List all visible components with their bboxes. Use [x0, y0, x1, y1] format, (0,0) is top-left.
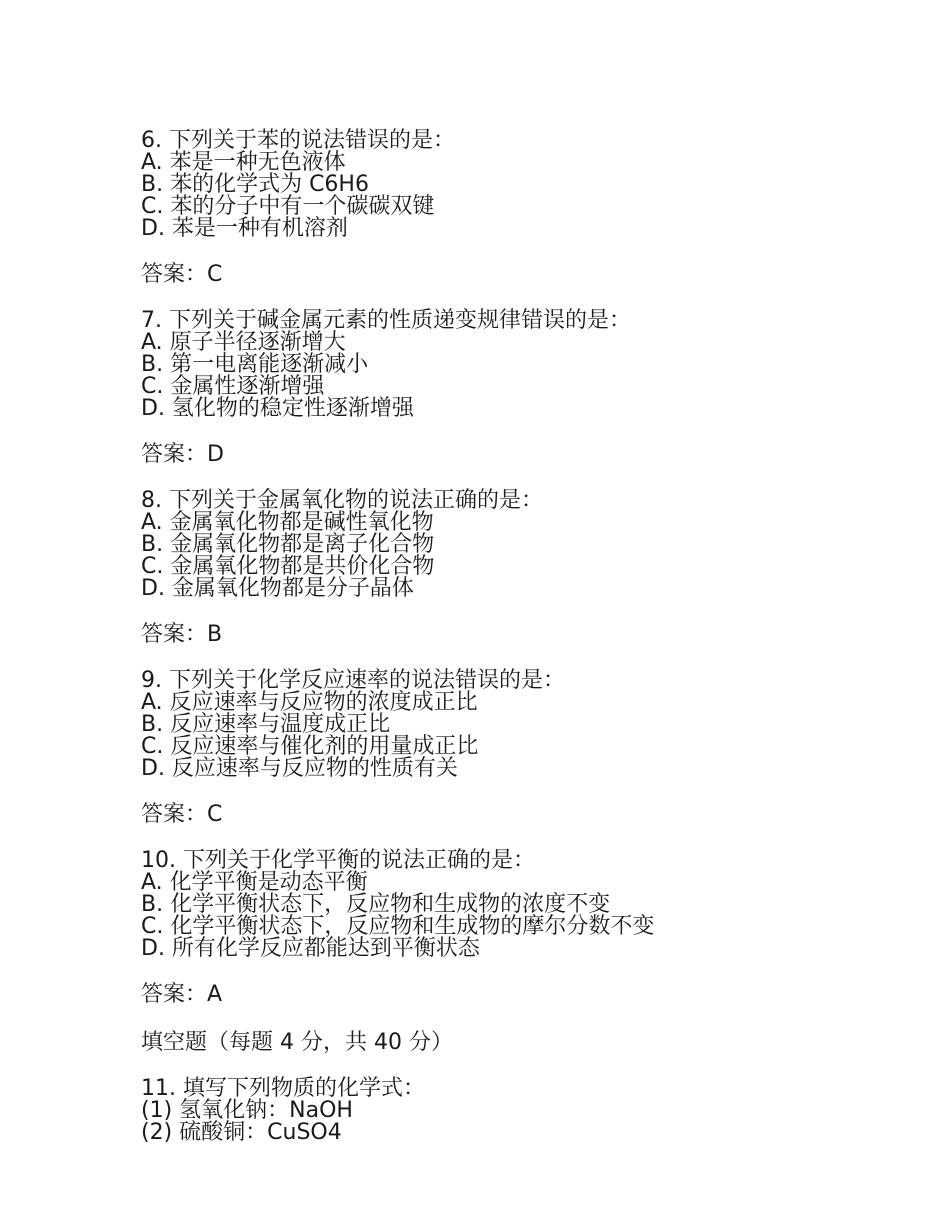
question-6 [141, 130, 921, 240]
option-b: B. 第一电离能逐渐减小 [141, 352, 369, 377]
option-b: B. 金属氧化物都是离子化合物 [141, 532, 435, 557]
question-7 [141, 310, 921, 420]
question-stem: 8. 下列关于金属氧化物的说法正确的是： [141, 488, 543, 513]
answer-8: 答案：B [141, 622, 223, 647]
option-a: A. 金属氧化物都是碱性氧化物 [141, 510, 434, 535]
option-d: D. 金属氧化物都是分子晶体 [141, 576, 414, 601]
question-11 [141, 1078, 921, 1144]
option-d: D. 所有化学反应都能达到平衡状态 [141, 936, 480, 961]
option-a: A. 苯是一种无色液体 [141, 150, 346, 175]
question-10 [141, 850, 921, 960]
option-c: C. 苯的分子中有一个碳碳双键 [141, 194, 435, 219]
question-stem: 11. 填写下列物质的化学式： [141, 1076, 425, 1101]
option-c: C. 反应速率与催化剂的用量成正比 [141, 734, 479, 759]
question-stem: 6. 下列关于苯的说法错误的是： [141, 128, 455, 153]
option-d: D. 反应速率与反应物的性质有关 [141, 756, 458, 781]
question-9 [141, 670, 921, 780]
answer-10: 答案：A [141, 982, 223, 1007]
option-d: D. 苯是一种有机溶剂 [141, 216, 348, 241]
answer-6: 答案：C [141, 262, 223, 287]
option-c: C. 化学平衡状态下，反应物和生成物的摩尔分数不变 [141, 914, 655, 939]
answer-9: 答案：C [141, 802, 223, 827]
option-a: A. 化学平衡是动态平衡 [141, 870, 368, 895]
option-b: B. 反应速率与温度成正比 [141, 712, 391, 737]
option-b: B. 苯的化学式为 C6H6 [141, 172, 369, 197]
fill-item-1: (1) 氢氧化钠：NaOH [141, 1098, 353, 1123]
question-8 [141, 490, 921, 600]
option-a: A. 原子半径逐渐增大 [141, 330, 346, 355]
question-stem: 7. 下列关于碱金属元素的性质递变规律错误的是： [141, 308, 631, 333]
option-c: C. 金属氧化物都是共价化合物 [141, 554, 435, 579]
section-title-fill-in: 填空题（每题 4 分，共 40 分） [141, 1030, 453, 1055]
option-d: D. 氢化物的稳定性逐渐增强 [141, 396, 414, 421]
question-stem: 9. 下列关于化学反应速率的说法错误的是： [141, 668, 565, 693]
option-c: C. 金属性逐渐增强 [141, 374, 325, 399]
option-b: B. 化学平衡状态下，反应物和生成物的浓度不变 [141, 892, 611, 917]
option-a: A. 反应速率与反应物的浓度成正比 [141, 690, 478, 715]
answer-7: 答案：D [141, 442, 224, 467]
exam-content [141, 130, 921, 1166]
question-stem: 10. 下列关于化学平衡的说法正确的是： [141, 848, 535, 873]
fill-item-2: (2) 硫酸铜：CuSO4 [141, 1120, 342, 1145]
